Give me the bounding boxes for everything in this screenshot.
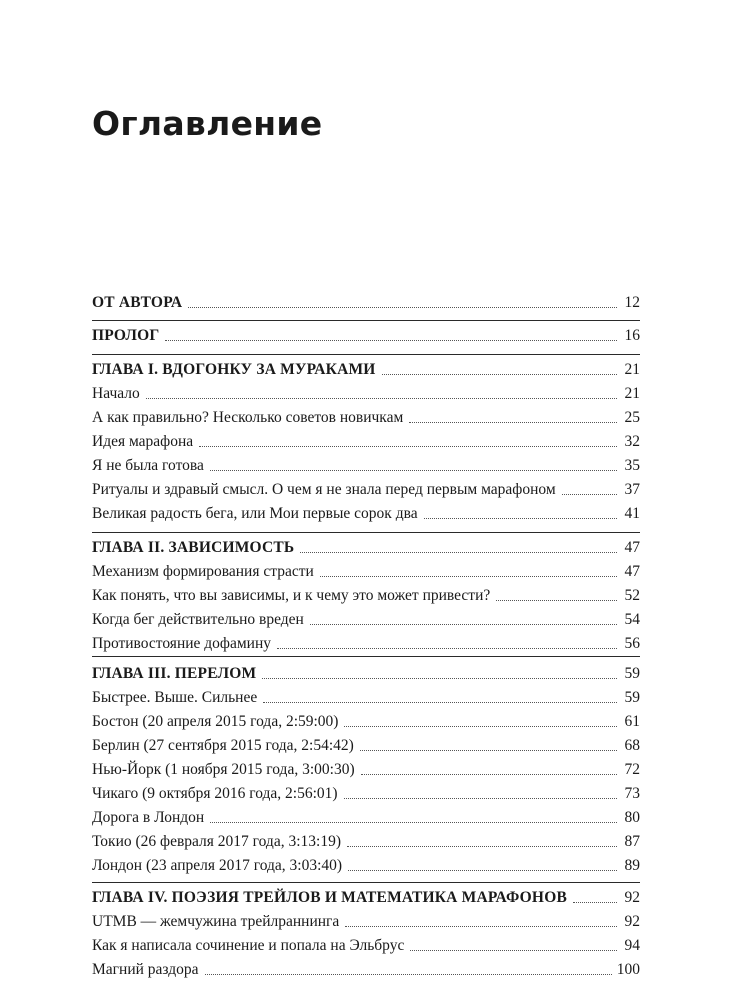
toc-entry-row[interactable]	[92, 562, 640, 582]
toc-chapter-row[interactable]	[92, 360, 640, 380]
dot-leader	[409, 422, 617, 423]
toc-entry-label: Механизм формирования страсти	[92, 563, 314, 580]
toc-entry-row[interactable]	[92, 808, 640, 828]
toc-entry-row[interactable]	[92, 960, 640, 980]
toc-page-number: 54	[624, 611, 640, 628]
toc-entry-label: Великая радость бега, или Мои первые сорок два	[92, 505, 418, 522]
toc-entry-row[interactable]	[92, 634, 640, 654]
dot-leader	[410, 950, 617, 951]
dot-leader	[146, 398, 617, 399]
toc-entry-label: ГЛАВА I. ВДОГОНКУ ЗА МУРАКАМИ	[92, 361, 376, 378]
dot-leader	[165, 340, 617, 341]
toc-page-number: 61	[624, 713, 640, 730]
toc-entry-row[interactable]	[92, 736, 640, 756]
dot-leader	[360, 750, 617, 751]
toc-page-number: 12	[624, 294, 640, 311]
toc-chapter-row[interactable]	[92, 326, 640, 346]
toc-page-number: 21	[624, 385, 640, 402]
toc-entry-row[interactable]	[92, 384, 640, 404]
section-divider	[92, 354, 640, 355]
dot-leader	[277, 648, 617, 649]
toc-chapter-row[interactable]	[92, 538, 640, 558]
toc-page-number: 100	[616, 961, 640, 978]
toc-entry-row[interactable]	[92, 760, 640, 780]
section-divider	[92, 656, 640, 657]
dot-leader	[320, 576, 617, 577]
toc-page-number: 41	[624, 505, 640, 522]
toc-page-number: 89	[624, 857, 640, 874]
toc-entry-label: Начало	[92, 385, 140, 402]
toc-entry-label: А как правильно? Несколько советов новичкам	[92, 409, 404, 426]
toc-page-number: 92	[624, 889, 640, 906]
dot-leader	[188, 307, 617, 308]
toc-page-number: 35	[624, 457, 640, 474]
toc-chapter-row[interactable]	[92, 293, 640, 313]
toc-entry-label: Лондон (23 апреля 2017 года, 3:03:40)	[92, 857, 343, 874]
toc-entry-label: Идея марафона	[92, 433, 194, 450]
toc-page-number: 73	[624, 785, 640, 802]
toc-entry-label: Ритуалы и здравый смысл. О чем я не знала перед первым марафоном	[92, 481, 556, 498]
toc-entry-label: Быстрее. Выше. Сильнее	[92, 689, 258, 706]
toc-entry-label: ОТ АВТОРА	[92, 294, 183, 311]
toc-entry-row[interactable]	[92, 856, 640, 876]
dot-leader	[300, 552, 617, 553]
toc-entry-row[interactable]	[92, 832, 640, 852]
toc-entry-label: Чикаго (9 октября 2016 года, 2:56:01)	[92, 785, 338, 802]
dot-leader	[573, 902, 617, 903]
toc-entry-label: ПРОЛОГ	[92, 327, 160, 344]
toc-page-number: 87	[624, 833, 640, 850]
toc-entry-label: Как понять, что вы зависимы, и к чему это может привести?	[92, 587, 491, 604]
toc-entry-row[interactable]	[92, 480, 640, 500]
toc-entry-label: ГЛАВА II. ЗАВИСИМОСТЬ	[92, 539, 295, 556]
toc-page-number: 59	[624, 689, 640, 706]
dot-leader	[344, 798, 617, 799]
toc-page-number: 21	[624, 361, 640, 378]
dot-leader	[310, 624, 617, 625]
toc-entry-row[interactable]	[92, 586, 640, 606]
toc-entry-row[interactable]	[92, 432, 640, 452]
dot-leader	[205, 974, 612, 975]
toc-entry-row[interactable]	[92, 408, 640, 428]
toc-entry-row[interactable]	[92, 610, 640, 630]
toc-entry-label: Дорога в Лондон	[92, 809, 205, 826]
toc-page-number: 25	[624, 409, 640, 426]
toc-entry-label: Как я написала сочинение и попала на Эльбрус	[92, 937, 405, 954]
dot-leader	[348, 870, 617, 871]
toc-entry-row[interactable]	[92, 504, 640, 524]
toc-entry-row[interactable]	[92, 688, 640, 708]
toc-page-number: 59	[624, 665, 640, 682]
dot-leader	[345, 926, 617, 927]
toc-entry-label: ГЛАВА IV. ПОЭЗИЯ ТРЕЙЛОВ И МАТЕМАТИКА МАРАФОНОВ	[92, 889, 567, 906]
dot-leader	[382, 374, 617, 375]
dot-leader	[199, 446, 617, 447]
toc-page-number: 56	[624, 635, 640, 652]
toc-entry-row[interactable]	[92, 712, 640, 732]
toc-entry-row[interactable]	[92, 784, 640, 804]
toc-page-number: 68	[624, 737, 640, 754]
dot-leader	[361, 774, 617, 775]
dot-leader	[263, 702, 617, 703]
section-divider	[92, 882, 640, 883]
toc-entry-row[interactable]	[92, 912, 640, 932]
toc-entry-label: Берлин (27 сентября 2015 года, 2:54:42)	[92, 737, 354, 754]
section-divider	[92, 532, 640, 533]
dot-leader	[496, 600, 617, 601]
toc-page-number: 16	[624, 327, 640, 344]
dot-leader	[344, 726, 617, 727]
toc-page-number: 94	[624, 937, 640, 954]
toc-entry-row[interactable]	[92, 456, 640, 476]
toc-entry-row[interactable]	[92, 936, 640, 956]
toc-chapter-row[interactable]	[92, 664, 640, 684]
toc-entry-label: Нью-Йорк (1 ноября 2015 года, 3:00:30)	[92, 761, 355, 778]
toc-page-number: 72	[624, 761, 640, 778]
section-divider	[92, 320, 640, 321]
toc-page-number: 47	[624, 563, 640, 580]
toc-page-number: 47	[624, 539, 640, 556]
toc-entry-label: Когда бег действительно вреден	[92, 611, 304, 628]
dot-leader	[210, 822, 617, 823]
toc-entry-label: Токио (26 февраля 2017 года, 3:13:19)	[92, 833, 341, 850]
toc-entry-label: ГЛАВА III. ПЕРЕЛОМ	[92, 665, 257, 682]
dot-leader	[347, 846, 617, 847]
dot-leader	[424, 518, 617, 519]
dot-leader	[562, 494, 617, 495]
toc-entry-label: Противостояние дофамину	[92, 635, 271, 652]
toc-entry-label: Магний раздора	[92, 961, 199, 978]
toc-page-number: 80	[624, 809, 640, 826]
page-title: Оглавление	[92, 104, 323, 143]
dot-leader	[210, 470, 617, 471]
toc-page-number: 52	[624, 587, 640, 604]
toc-chapter-row[interactable]	[92, 888, 640, 908]
toc-entry-label: Я не была готова	[92, 457, 204, 474]
toc-page-number: 92	[624, 913, 640, 930]
toc-page-number: 37	[624, 481, 640, 498]
toc-entry-label: Бостон (20 апреля 2015 года, 2:59:00)	[92, 713, 339, 730]
toc-page-number: 32	[624, 433, 640, 450]
dot-leader	[262, 678, 617, 679]
toc-entry-label: UTMB — жемчужина трейлраннинга	[92, 913, 340, 930]
